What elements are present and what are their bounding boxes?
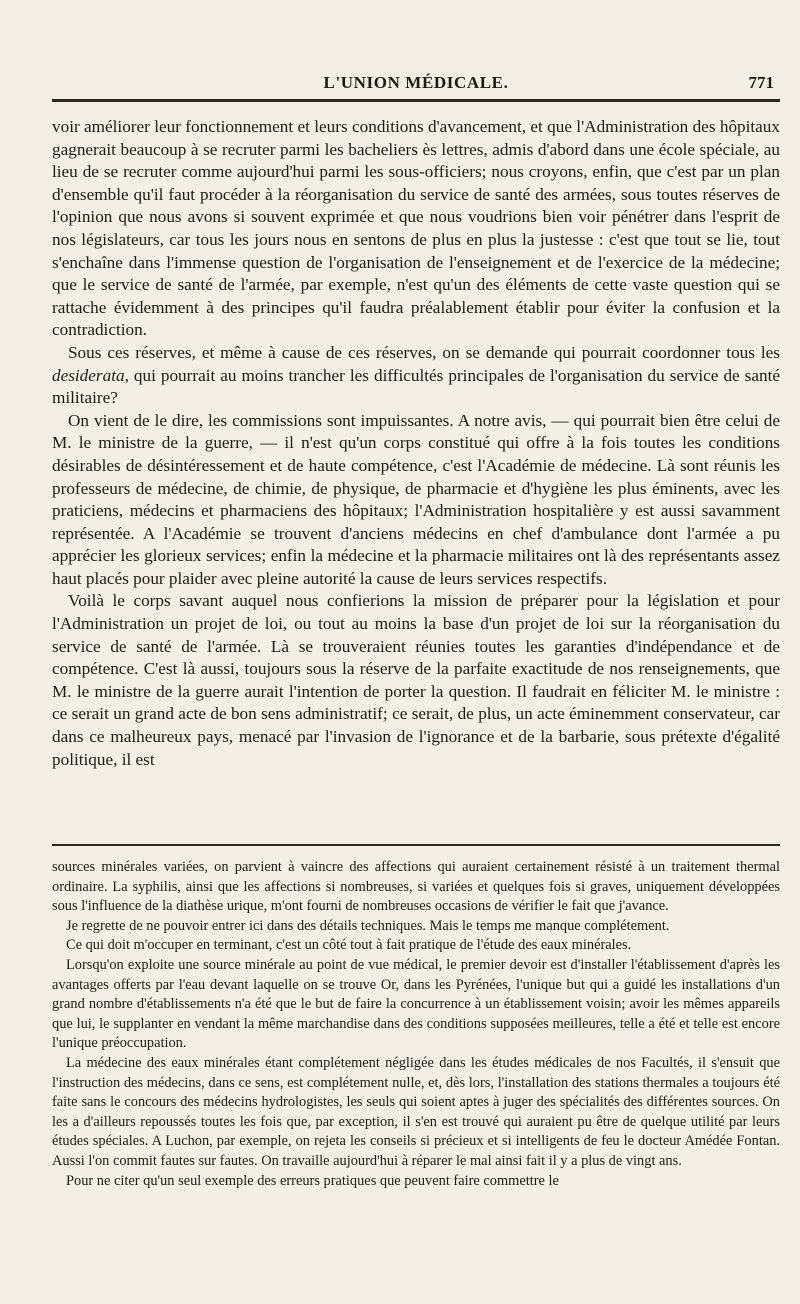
page-header [52,0,780,96]
footnote-separator [52,844,780,846]
footnote-paragraph-1: sources minérales variées, on parvient à vaincre des affections qui auraient certainement résisté à un traitement thermal ordinaire. La syphilis, ainsi que les affections si nombreuses, si variées et quelques fois si graves, uniquement développées sous l'influence de la diathèse urique, m'ont fourni de nombreuses occasions de vérifier le fait que j'avance. [52,859,780,915]
paragraph-4: Voilà le corps savant auquel nous confierions la mission de préparer pour la législation et pour l'Administration un projet de loi, ou tout au moins la base d'un projet de loi sur la réorganisation du service de santé de l'armée. Là se trouveraient réunies toutes les garanties d'indépendance et de compétence. C'est là aussi, toujours sous la réserve de la parfaite exactitude de nos renseignements, que M. le ministre de la guerre aurait l'intention de porter la question. Il faudrait en féliciter M. le ministre : ce serait un grand acte de bon sens administratif; ce serait, de plus, un acte éminemment conservateur, car dans ce malheureux pays, menacé par l'invasion de l'ignorance et de la barbarie, sous prétexte d'égalité politique, il est [52,591,780,769]
paragraph-1: voir améliorer leur fonctionnement et leurs conditions d'avancement, et que l'Administration des hôpitaux gagnerait beaucoup à se recruter parmi les bacheliers ès lettres, admis d'abord dans une école spéciale, au lieu de se recruter comme aujourd'hui parmi les sous-officiers; nous croyons, enfin, que c'est par un plan d'ensemble qu'il faut procéder à la réorganisation du service de santé des armées, sous toutes réserves de l'opinion que nous avons si souvent exprimée et que nous voudrions bien voir pénétrer dans l'esprit de nos législateurs, car tous les jours nous en sentons de plus en plus la justesse : c'est que tout se lie, tout s'enchaîne dans l'immense question de l'organisation de l'enseignement et de l'exercice de la médecine; que le service de santé de l'armée, par exemple, n'est qu'un des éléments de cette vaste question qui se rattache évidemment à des principes qu'il faudra préalablement établir pour éviter la confusion et la contradiction. [52,117,780,340]
main-text [52,116,780,771]
page-number: 771 [748,73,774,92]
footnote-paragraph-4: Lorsqu'on exploite une source minérale au point de vue médical, le premier devoir est d'installer l'établissement d'après les avantages offerts par l'eau devant laquelle on se trouve Or, dans les Pyrénées, l'unique but qui a guidé les installations d'un grand nombre d'établissements n'a été que le but de faire la concurrence à un établissement voisin; avoir les mêmes appareils que lui, le supplanter en vendant la même marchandise dans des conditions supposées meilleures, telle a été et telle est encore l'unique préoccupation. [52,956,780,1052]
footnote-paragraph-6: Pour ne citer qu'un seul exemple des erreurs pratiques que peuvent faire commettre le [66,1172,559,1189]
footnote-paragraph-2: Je regrette de ne pouvoir entrer ici dans des détails techniques. Mais le temps me manque complétement. [66,917,670,934]
paragraph-2: Sous ces réserves, et même à cause de ces réserves, on se demande qui pourrait coordonner tous les desiderata, qui pourrait au moins trancher les difficultés principales de l'organisation du service de santé militaire? [52,342,780,408]
running-title: L'UNION MÉDICALE. [323,73,509,92]
paragraph-3: On vient de le dire, les commissions sont impuissantes. A notre avis, — qui pourrait bien être celui de M. le ministre de la guerre, — il n'est qu'un corps constitué qui offre à la fois toutes les conditions désirables de désintéressement et de haute compétence, c'est l'Académie de médecine. Là sont réunis les professeurs de médecine, de chimie, de physique, de pharmacie et d'hygiène les plus éminents, avec les praticiens, médecins et pharmaciens des hôpitaux; l'Administration hospitalière y est aussi savamment représentée. A l'Académie se trouvent d'anciens médecins en chef d'ambulance dont l'armée a pu apprécier les glorieux services; enfin la médecine et la pharmacie militaires ont là des représentants assez haut placés pour plaider avec pleine autorité la cause de leurs services respectifs. [52,410,780,588]
footnote-paragraph-3: Ce qui doit m'occuper en terminant, c'est un côté tout à fait pratique de l'étude des eaux minérales. [66,937,632,954]
footnotes [52,858,780,1191]
header-rule [52,99,780,102]
footnote-paragraph-5: La médecine des eaux minérales étant complétement négligée dans les études médicales de nos Facultés, il s'ensuit que l'instruction des médecins, dans ce sens, est complétement nulle, et, dès lors, l'installation des stations thermales a toujours été faite sans le concours des médecins hydrologistes, les seuls qui soient aptes à juger des spécialités des différentes sources. On les a d'ailleurs repoussés toutes les fois que, par exception, il s'en est trouvé qui auraient pu être de quelque utilité par leurs études spéciales. A Luchon, par exemple, on rejeta les conseils si précieux et si intelligents de feu le docteur Amédée Fontan. Aussi l'on commit fautes sur fautes. On travaille aujourd'hui à réparer le mal ainsi fait il y a plus de vingt ans. [52,1054,780,1169]
